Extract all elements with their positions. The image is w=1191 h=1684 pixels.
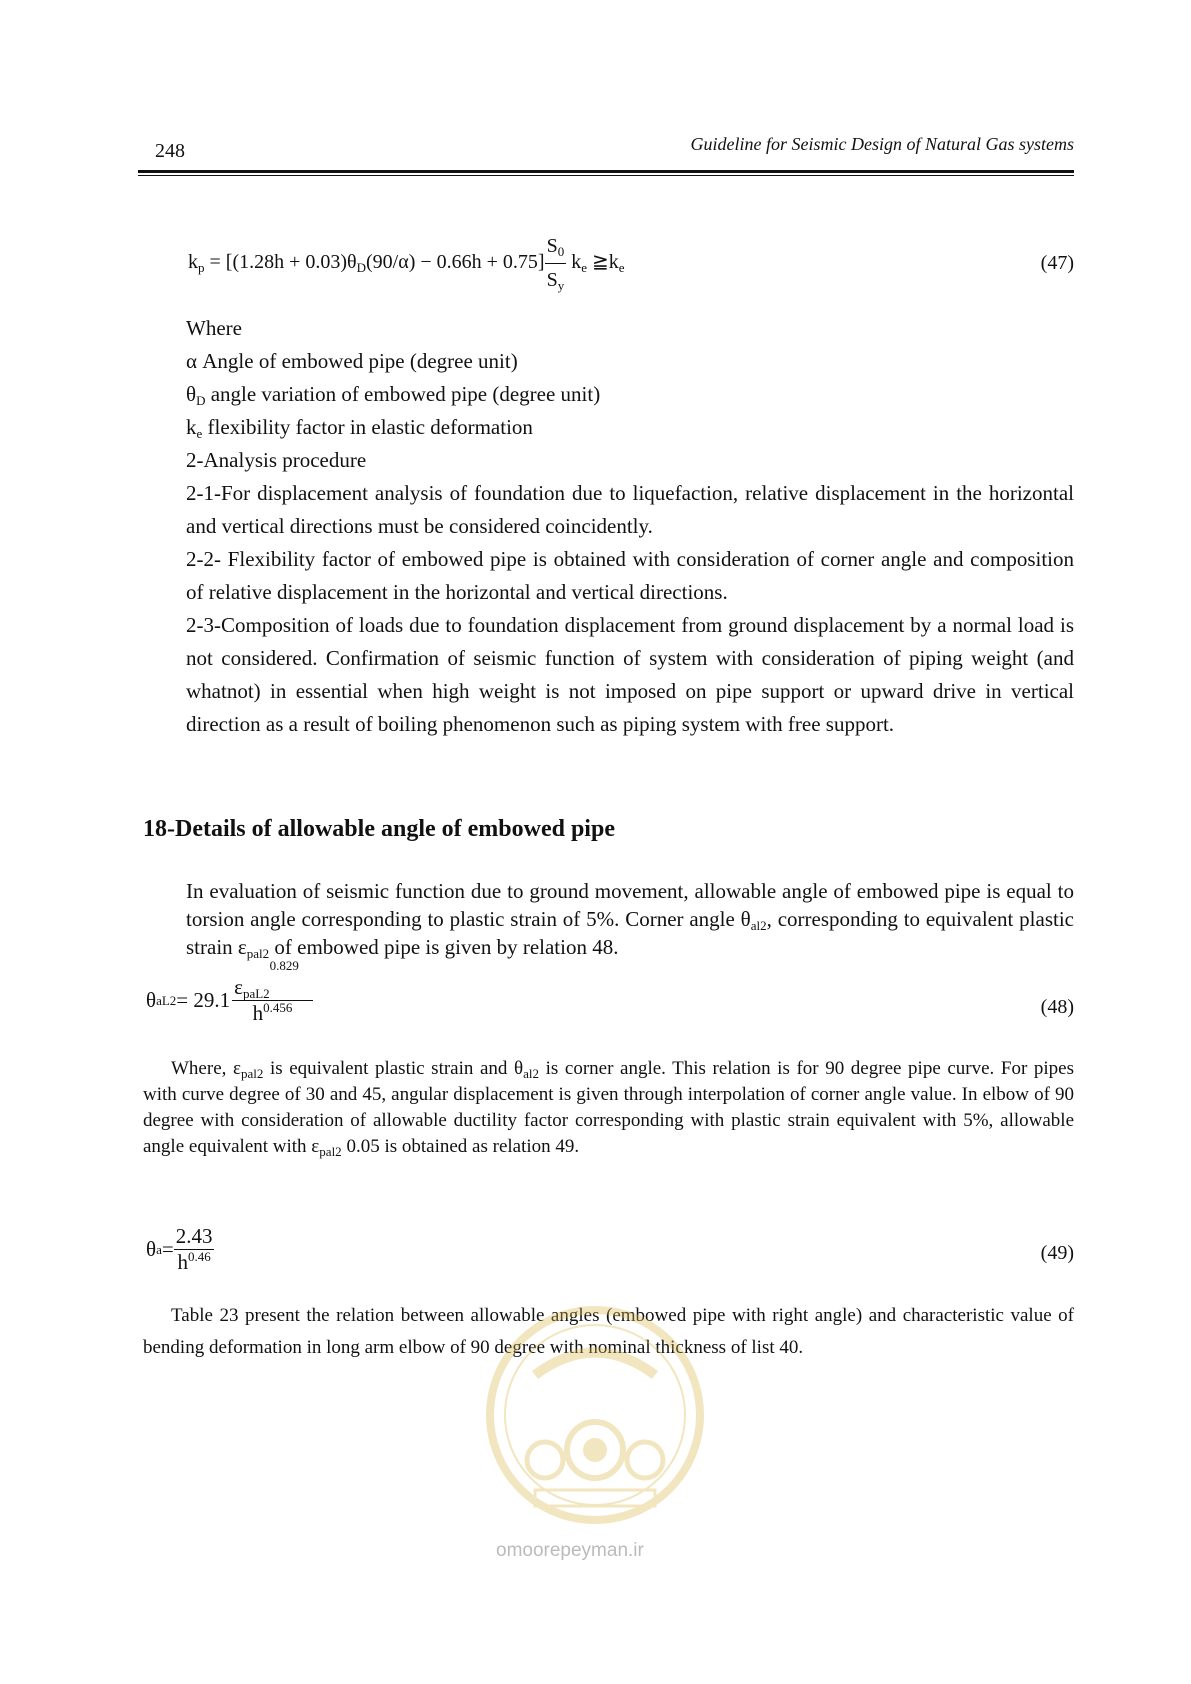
def-ke: $k_e$ flexibility factor in elastic deformation <box>186 415 533 441</box>
header-rule-thin <box>138 175 1074 176</box>
section-heading-wrap <box>143 816 615 843</box>
equation-47: $k_p = [(1.28h + 0.03)\theta_D(90/\alpha) - 0.66h + 0.75]$ $\frac{S_0}{S_y}$ $k_e$ $≧k_e$ <box>188 230 625 297</box>
paragraph-2-3: 2-3-Composition of loads due to foundation displacement from ground displacement by a normal load is not considered. Confirmation of seismic function of system with consideration of piping weight (and whatnot) in essential when high weight is not imposed on pipe support or upward drive in vertical direction as a result of boiling phenomenon such as piping system with free support. <box>186 613 1074 736</box>
equation-number-47: (47) <box>1040 252 1074 274</box>
definitions-block <box>186 312 1074 741</box>
equation-49: θ a = $\frac{2.43}{h^{0.46}}$ <box>146 1224 213 1274</box>
paragraph-2-2: 2-2- Flexibility factor of embowed pipe is obtained with consideration of corner angle and composition of relative displacement in the horizontal and vertical directions. <box>186 547 1074 604</box>
eq49-fraction: $\frac{2.43}{h^{0.46}}$ <box>175 1224 213 1274</box>
page-number: 248 <box>155 140 185 162</box>
where-label: Where <box>186 316 242 340</box>
equation-number-48: (48) <box>1040 996 1074 1018</box>
watermark-seal <box>480 1300 710 1580</box>
paragraph-2-1: 2-1-For displacement analysis of foundation due to liquefaction, relative displacement in the horizontal and vertical directions must be considered coincidently. <box>186 481 1074 538</box>
section-18-paragraph: In evaluation of seismic function due to ground movement, allowable angle of embowed pipe is equal to torsion angle corresponding to plastic strain of 5%. Corner angle $\theta_{al2}$, corresponding to equivalent plastic strain $\varepsilon_{pal2}$ of embowed pipe is given by relation 48. <box>186 879 1074 961</box>
watermark-site: omoorepeyman.ir <box>496 1540 644 1561</box>
eq48-fraction: $\frac{\varepsilon_{paL2}^{0.829}}{h^{0.456}}$ <box>232 975 313 1026</box>
equation-48: θ aL2 = 29.1 $\frac{\varepsilon_{paL2}^{0.829}}{h^{0.456}}$ <box>146 975 313 1026</box>
header-rule <box>138 170 1074 173</box>
table-23-paragraph: Table 23 present the relation between allowable angles (embowed pipe with right angle) and characteristic value of bending deformation in long arm elbow of 90 degree with nominal thickness of list 40. <box>143 1305 1074 1358</box>
where-paragraph: Where, $\varepsilon_{pal2}$ is equivalent plastic strain and $\theta_{al2}$ is corner angle. This relation is for 90 degree pipe curve. For pipes with curve degree of 30 and 45, angular displacement is given through interpolation of corner angle value. In elbow of 90 degree with consideration of allowable ductility factor corresponding with plastic strain equivalent with 5%, allowable angle equivalent with $\varepsilon_{pal2}$ 0.05 is obtained as relation 49. <box>143 1058 1074 1159</box>
section-18-heading: 18-Details of allowable angle of embowed pipe <box>143 816 615 842</box>
eq47-fraction: $\frac{S_0}{S_y}$ <box>545 230 567 297</box>
equation-number-49: (49) <box>1040 1242 1074 1264</box>
running-title: Guideline for Seismic Design of Natural Gas systems <box>690 134 1074 154</box>
analysis-heading: 2-Analysis procedure <box>186 448 367 472</box>
def-alpha: α Angle of embowed pipe (degree unit) <box>186 349 518 373</box>
def-theta-d: $\theta_D$ angle variation of embowed pipe (degree unit) <box>186 382 601 408</box>
